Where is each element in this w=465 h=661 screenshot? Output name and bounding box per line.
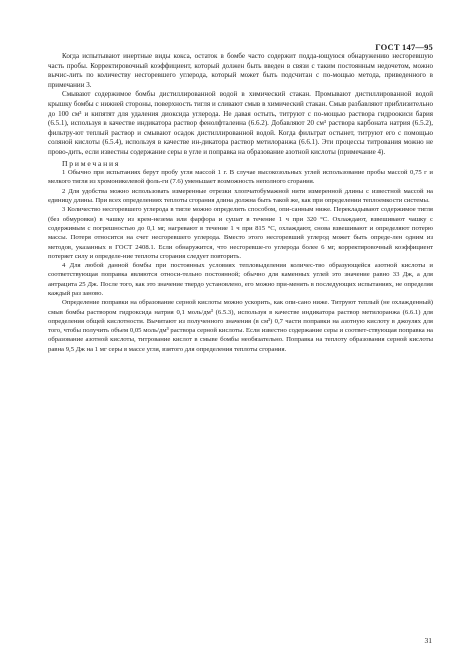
note-2: 2 Для удобства можно использовать измеренные отрезки хлопчатобумажной нити измеренной длины с известной массой на единицу длины. При всех определениях теплоты сгорания длина должна быть такой же, как при определении теплоемкости системы. <box>48 187 433 205</box>
note-4-continuation: Определение поправки на образование серной кислоты можно ускорить, как опи-сано ниже. Титруют теплый (не охлажденный) смыв бомбы раствором гидроксида натрия 0,1 моль/дм³ (6.5.3), используя в качестве индикатора раствор метилоранжа (6.6.1) для определения общей кислотности. Вычитают из полученного значения (в см³) 0,7 части поправки на азотную кислоту в джоулях для того, чтобы получить объем 0,05 моль/дм³ раствора серной кислоты. Если известно содержание серы и соответ-ствующая поправка на образование азотной кислоты, титрование кислот в смыве бомбы необязательно. Поправка на теплоту образования серной кислоты равна 9,5 Дж на 1 мг серы в массе угля, взятого для определения теплоты сгорания. <box>48 299 433 353</box>
paragraph-titration-procedure: Смывают содержимое бомбы дистиллированной водой в химический стакан. Промывают дистиллированной водой крышку бомбы с нижней стороны, поверхность тигля и сливают смыв в химический стакан. Смыв разбавляют приблизительно до 100 см³ и кипятят для удаления диоксида углерода. Не давая остыть, титруют с по-мощью раствора гидроокиси бария (6.5.1), используя в качестве индикатора раствор фенолфталеина (6.6.2). Добавляют 20 см³ раствора карбоната натрия (6.5.2), фильтру-ют теплый раствор и смывают осадок дистиллированной водой. Когда фильтрат остынет, титруют его с помощью соляной кислоты (6.5.4), используя в качестве ин-дикатора раствор метилоранжа (6.6.1). Эти процессы титрования можно не прово-дить, если известны содержание серы в угле и поправка на образование азотной кислоты (примечание 4). <box>48 90 433 156</box>
body-text <box>48 52 433 354</box>
note-4: 4 Для любой данной бомбы при постоянных условиях тепловыделения количес-тво образующейся азотной кислоты и соответствующая поправка являются относи-тельно постоянной; обычно для каменных углей это значение равно 33 Дж, а для антрацита 25 Дж. После того, как это значение твердо установлено, его можно при-менять в последующих испытаниях, не определяя каждый раз заново. <box>48 262 433 297</box>
note-3: 3 Количество несгоревшего углерода в тигле можно определить способом, опи-санным ниже. Перекладывают содержимое тигля (без обмуровки) в чашку из крем-незема или фарфора и сушат в течение 1 ч при 320 °С. Охлаждают, взвешивают чашку с содержимым с погрешностью до 0,1 мг, нагревают в течение 1 ч при 815 °С, охлаждают, снова взвешивают и определяют потерю массы. Потеря относится на счет несгоревшего углерода. Вместо этого несгоревший углерод может быть опреде-лен одним из методов, указанных в ГОСТ 2408.1. Если обнаружится, что несгоревше-го углерода более 6 мг, корректировочный коэффициент потеряет силу и определе-ние теплоты сгорания следует повторить. <box>48 206 433 260</box>
standard-header: ГОСТ 147—95 <box>375 42 433 52</box>
paragraph-uncombusted-coke: Когда испытывают инертные виды кокса, остаток в бомбе часто содержит подда-ющуюся обнаружению несгоревшую часть пробы. Корректировочный коэффициент, который должен быть введен в связи с таким постоянным недочетом, можно вычис-лить по количеству несгоревшего углерода, который может быть подсчитан с по-мощью метода, приведенного в примечании 3. <box>48 52 433 89</box>
note-1: 1 Обычно при испытаниях берут пробу угля массой 1 г. В случае высокозольных углей использование пробы массой 0,75 г и мелкого тигля из хромоникелевой фоль-ги (7.6) уменьшает возможность неполного сгорания. <box>48 169 433 186</box>
notes-heading: Примечания <box>62 158 121 168</box>
page-number: 31 <box>424 636 432 645</box>
